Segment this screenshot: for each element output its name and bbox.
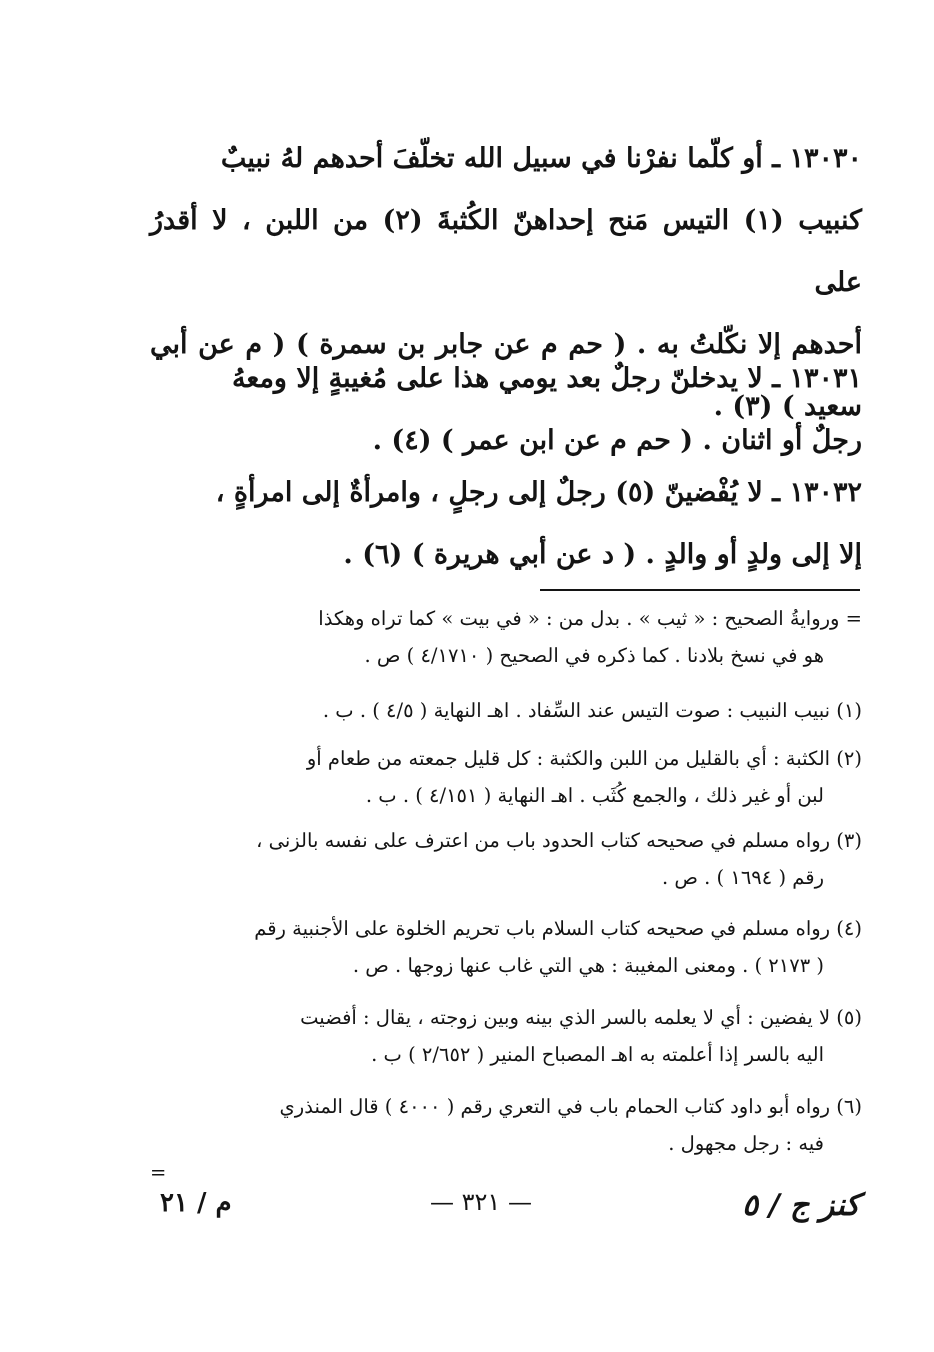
footnote-line: رقم ( ١٦٩٤ ) . ص . bbox=[661, 866, 824, 889]
footnote-line: (١) نبيب النبيب : صوت التيس عند السِّفاد . اهـ النهاية ( ٤/٥ ) . ب . bbox=[322, 699, 862, 722]
footnote-separator bbox=[540, 589, 860, 591]
footnote-continued bbox=[150, 600, 862, 674]
hadith-13032 bbox=[150, 462, 862, 586]
continue-mark: = bbox=[150, 1161, 167, 1184]
footnote-line: (٣) رواه مسلم في صحيحه كتاب الحدود باب من اعترف على نفسه بالزنى ، bbox=[256, 829, 862, 852]
hadith-line: كنبيب (١) التيس مَنح إحداهنّ الكُثبةَ (٢) من اللبن ، لا أقدرُ على bbox=[150, 205, 863, 298]
volume-signature: كنز ج / ٥ bbox=[742, 1188, 860, 1223]
hadith-line: أحدهم إلا نكّلتُ به . ( حم م عن جابر بن سمرة ) ( م عن أبي سعيد ) (٣) . bbox=[150, 329, 862, 422]
footnote-line: اليه بالسر إذا أعلمته به اهـ المصباح المنير ( ٢/٦٥٢ ) ب . bbox=[371, 1043, 824, 1066]
footnote-2 bbox=[150, 740, 862, 814]
page-number: — ٣٢١ — bbox=[430, 1188, 532, 1216]
hadith-13031 bbox=[150, 348, 862, 472]
footnote-line: لبن أو غير ذلك ، والجمع كُثَب . اهـ النهاية ( ٤/١٥١ ) . ب . bbox=[365, 784, 824, 807]
hadith-line: رجلٌ أو اثنان . ( حم م عن ابن عمر ) (٤) . bbox=[372, 425, 862, 456]
footnote-1 bbox=[150, 692, 862, 729]
hadith-line: ١٣٠٣٢ ـ لا يُفْضينّ (٥) رجلٌ إلى رجلٍ ، وامرأةٌ إلى امرأةٍ ، bbox=[215, 477, 862, 508]
footnote-6 bbox=[150, 1088, 862, 1184]
footnote-4 bbox=[150, 910, 862, 984]
footnote-line: ( ٢١٧٣ ) . ومعنى المغيبة : هي التي غاب عنها زوجها . ص . bbox=[352, 954, 824, 977]
hadith-line: إلا إلى ولدٍ أو والدٍ . ( د عن أبي هريرة ) (٦) . bbox=[343, 539, 862, 570]
footnote-line: (٥) لا يفضين : أي لا يعلمه بالسر الذي بينه وبين زوجته ، يقال : أفضيت bbox=[300, 1006, 862, 1029]
footnote-line: (٦) رواه أبو داود كتاب الحمام باب في التعري رقم ( ٤٠٠٠ ) قال المنذري bbox=[279, 1095, 862, 1118]
footnote-line: (٤) رواه مسلم في صحيحه كتاب السلام باب تحريم الخلوة على الأجنبية رقم bbox=[254, 917, 862, 940]
footnote-5 bbox=[150, 999, 862, 1073]
footnote-line: (٢) الكثبة : أي بالقليل من اللبن والكثبة : كل قليل جمعته من طعام أو bbox=[306, 747, 862, 770]
hadith-line: ١٣٠٣١ ـ لا يدخلنّ رجلٌ بعد يومي هذا على مُغيبةٍ إلا ومعهُ bbox=[231, 363, 862, 394]
footnote-line: هو في نسخ بلادنا . كما ذكره في الصحيح ( ٤/١٧١٠ ) ص . bbox=[364, 644, 824, 667]
printer-signature: م / ٢١ bbox=[160, 1188, 232, 1218]
footnote-line: = وروايةُ الصحيح : « ثيب » . بدل من : « في بيت » كما تراه وهكذا bbox=[318, 607, 862, 630]
hadith-line: ١٣٠٣٠ ـ أو كلّما نفرْنا في سبيل الله تخلّفَ أحدهم لهُ نبيبٌ bbox=[220, 143, 862, 174]
footnote-3 bbox=[150, 822, 862, 896]
footnote-line: فيه : رجل مجهول . bbox=[668, 1132, 824, 1155]
